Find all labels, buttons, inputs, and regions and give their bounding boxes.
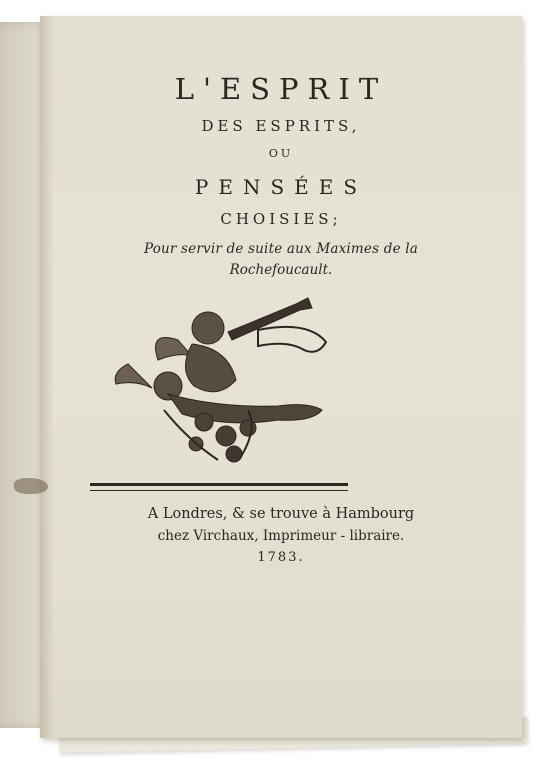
- title-conjunction: OU: [268, 147, 294, 160]
- title-line-2: DES ESPRITS,: [201, 117, 361, 135]
- main-title: L'ESPRIT: [174, 72, 388, 106]
- thick-rule: [90, 483, 348, 486]
- publication-year: 1783.: [257, 550, 305, 565]
- cherub-trumpet-vignette: [108, 290, 332, 466]
- alt-title: PENSÉES: [194, 175, 368, 199]
- imprint-line-1: A Londres, & se trouve à Hambourg: [147, 506, 415, 522]
- imprint-line-2: chez Virchaux, Imprimeur - libraire.: [157, 528, 405, 544]
- page-tear: [14, 478, 48, 494]
- subtitle-line-2: Rochefoucault.: [229, 262, 333, 278]
- thin-rule: [90, 490, 348, 491]
- subtitle-line-1: Pour servir de suite aux Maximes de la: [143, 241, 419, 257]
- alt-title-line-2: CHOISIES;: [220, 210, 342, 228]
